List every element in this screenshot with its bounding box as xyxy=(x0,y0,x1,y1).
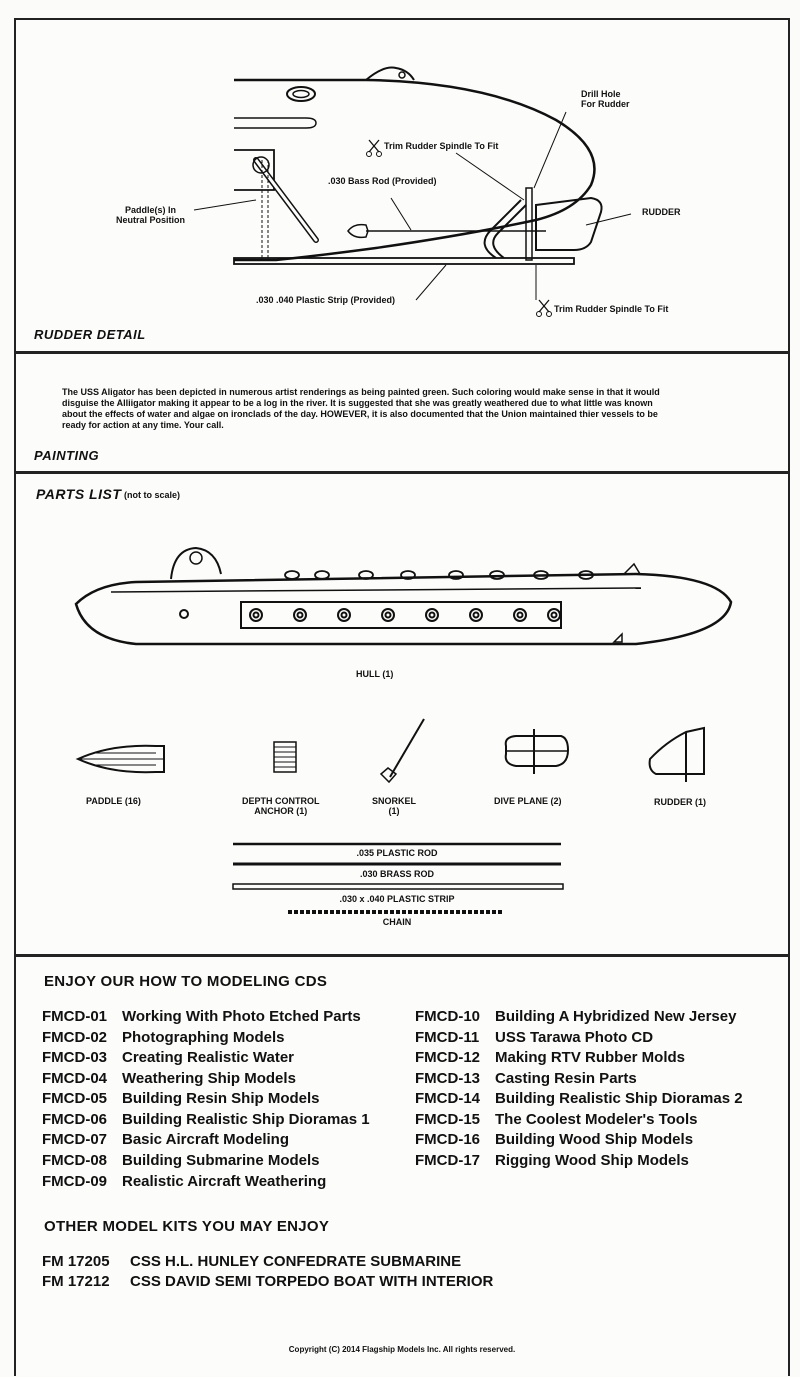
painting-text: The USS Aligator has been depicted in numerous artist renderings as being painted green. Such coloring would make sense in that it would disguise the Alliigator making it appear to be a log in the river. It is suggested that she was greatly weathered due to what little was known about the effects of water and algae on ironclads of the day. HOWEVER, it is also documented that the Union maintained thier vessels to be ready for action at any time. Your call. xyxy=(62,387,660,430)
hull-label: HULL (1) xyxy=(356,669,394,679)
list-item: FMCD-16 Building Wood Ship Models xyxy=(415,1131,694,1148)
rudder-part-label: RUDDER (1) xyxy=(654,797,707,807)
copyright-notice: Copyright (C) 2014 Flagship Models Inc. All rights reserved. xyxy=(288,1345,516,1354)
list-item: FMCD-02 Photographing Models xyxy=(42,1029,285,1046)
brass-rod-label: .030 BRASS ROD xyxy=(359,869,435,879)
list-item: FMCD-13 Casting Resin Parts xyxy=(415,1070,637,1087)
scissors-icon xyxy=(537,300,552,317)
list-item: FMCD-04 Weathering Ship Models xyxy=(42,1070,296,1087)
kits-heading: OTHER MODEL KITS YOU MAY ENJOY xyxy=(44,1218,330,1235)
painting-panel xyxy=(14,352,790,473)
list-item: FMCD-01 Working With Photo Etched Parts xyxy=(42,1008,361,1025)
anchor-label: DEPTH CONTROL ANCHOR (1) xyxy=(242,796,320,816)
plastic-strip-label: .030 .040 Plastic Strip (Provided) xyxy=(256,295,396,305)
list-item: FMCD-08 Building Submarine Models xyxy=(42,1152,320,1169)
list-item: FMCD-03 Creating Realistic Water xyxy=(42,1049,294,1066)
catalog-panel xyxy=(14,955,790,1376)
list-item: FMCD-12 Making RTV Rubber Molds xyxy=(415,1049,686,1066)
list-item: FMCD-11 USS Tarawa Photo CD xyxy=(415,1029,654,1046)
drill-hole-label: Drill Hole For Rudder xyxy=(581,89,630,109)
rudder-detail-title: RUDDER DETAIL xyxy=(34,327,146,342)
list-item: FMCD-10 Building A Hybridized New Jersey xyxy=(415,1008,737,1025)
cds-heading: ENJOY OUR HOW TO MODELING CDS xyxy=(44,973,328,990)
rudder-detail-drawing xyxy=(16,20,792,355)
paddle-label: PADDLE (16) xyxy=(86,796,141,806)
rudder-label: RUDDER xyxy=(642,207,681,217)
snorkel-label: SNORKEL (1) xyxy=(372,796,417,816)
trim-spindle-label-top: Trim Rudder Spindle To Fit xyxy=(384,141,499,151)
list-item: FMCD-17 Rigging Wood Ship Models xyxy=(415,1152,689,1169)
list-item: FMCD-15 The Coolest Modeler's Tools xyxy=(415,1111,698,1128)
plastic-strip-part-label: .030 x .040 PLASTIC STRIP xyxy=(339,894,455,904)
hull-drawing xyxy=(16,474,792,958)
list-item: FM 17212 CSS DAVID SEMI TORPEDO BOAT WITH INTERIOR xyxy=(42,1273,494,1290)
chain-label: CHAIN xyxy=(382,917,412,927)
list-item: FMCD-14 Building Realistic Ship Dioramas 2 xyxy=(415,1090,743,1107)
rudder-detail-panel xyxy=(14,18,790,353)
not-to-scale-note: (not to scale) xyxy=(124,490,181,500)
list-item: FMCD-06 Building Realistic Ship Dioramas 1 xyxy=(42,1111,370,1128)
plastic-rod-label: .035 PLASTIC ROD xyxy=(356,848,438,858)
list-item: FMCD-09 Realistic Aircraft Weathering xyxy=(42,1173,327,1190)
parts-list-title: PARTS LIST xyxy=(36,486,122,502)
paddle-neutral-label: Paddle(s) In Neutral Position xyxy=(116,205,186,225)
list-item: FMCD-05 Building Resin Ship Models xyxy=(42,1090,320,1107)
list-item: FM 17205 CSS H.L. HUNLEY CONFEDRATE SUBMARINE xyxy=(42,1253,462,1270)
bass-rod-label: .030 Bass Rod (Provided) xyxy=(328,176,437,186)
scissors-icon xyxy=(367,140,382,157)
dive-plane-label: DIVE PLANE (2) xyxy=(494,796,562,806)
list-item: FMCD-07 Basic Aircraft Modeling xyxy=(42,1131,289,1148)
trim-spindle-label-bottom: Trim Rudder Spindle To Fit xyxy=(554,304,669,314)
parts-list-panel xyxy=(14,472,790,956)
painting-title: PAINTING xyxy=(34,448,100,463)
